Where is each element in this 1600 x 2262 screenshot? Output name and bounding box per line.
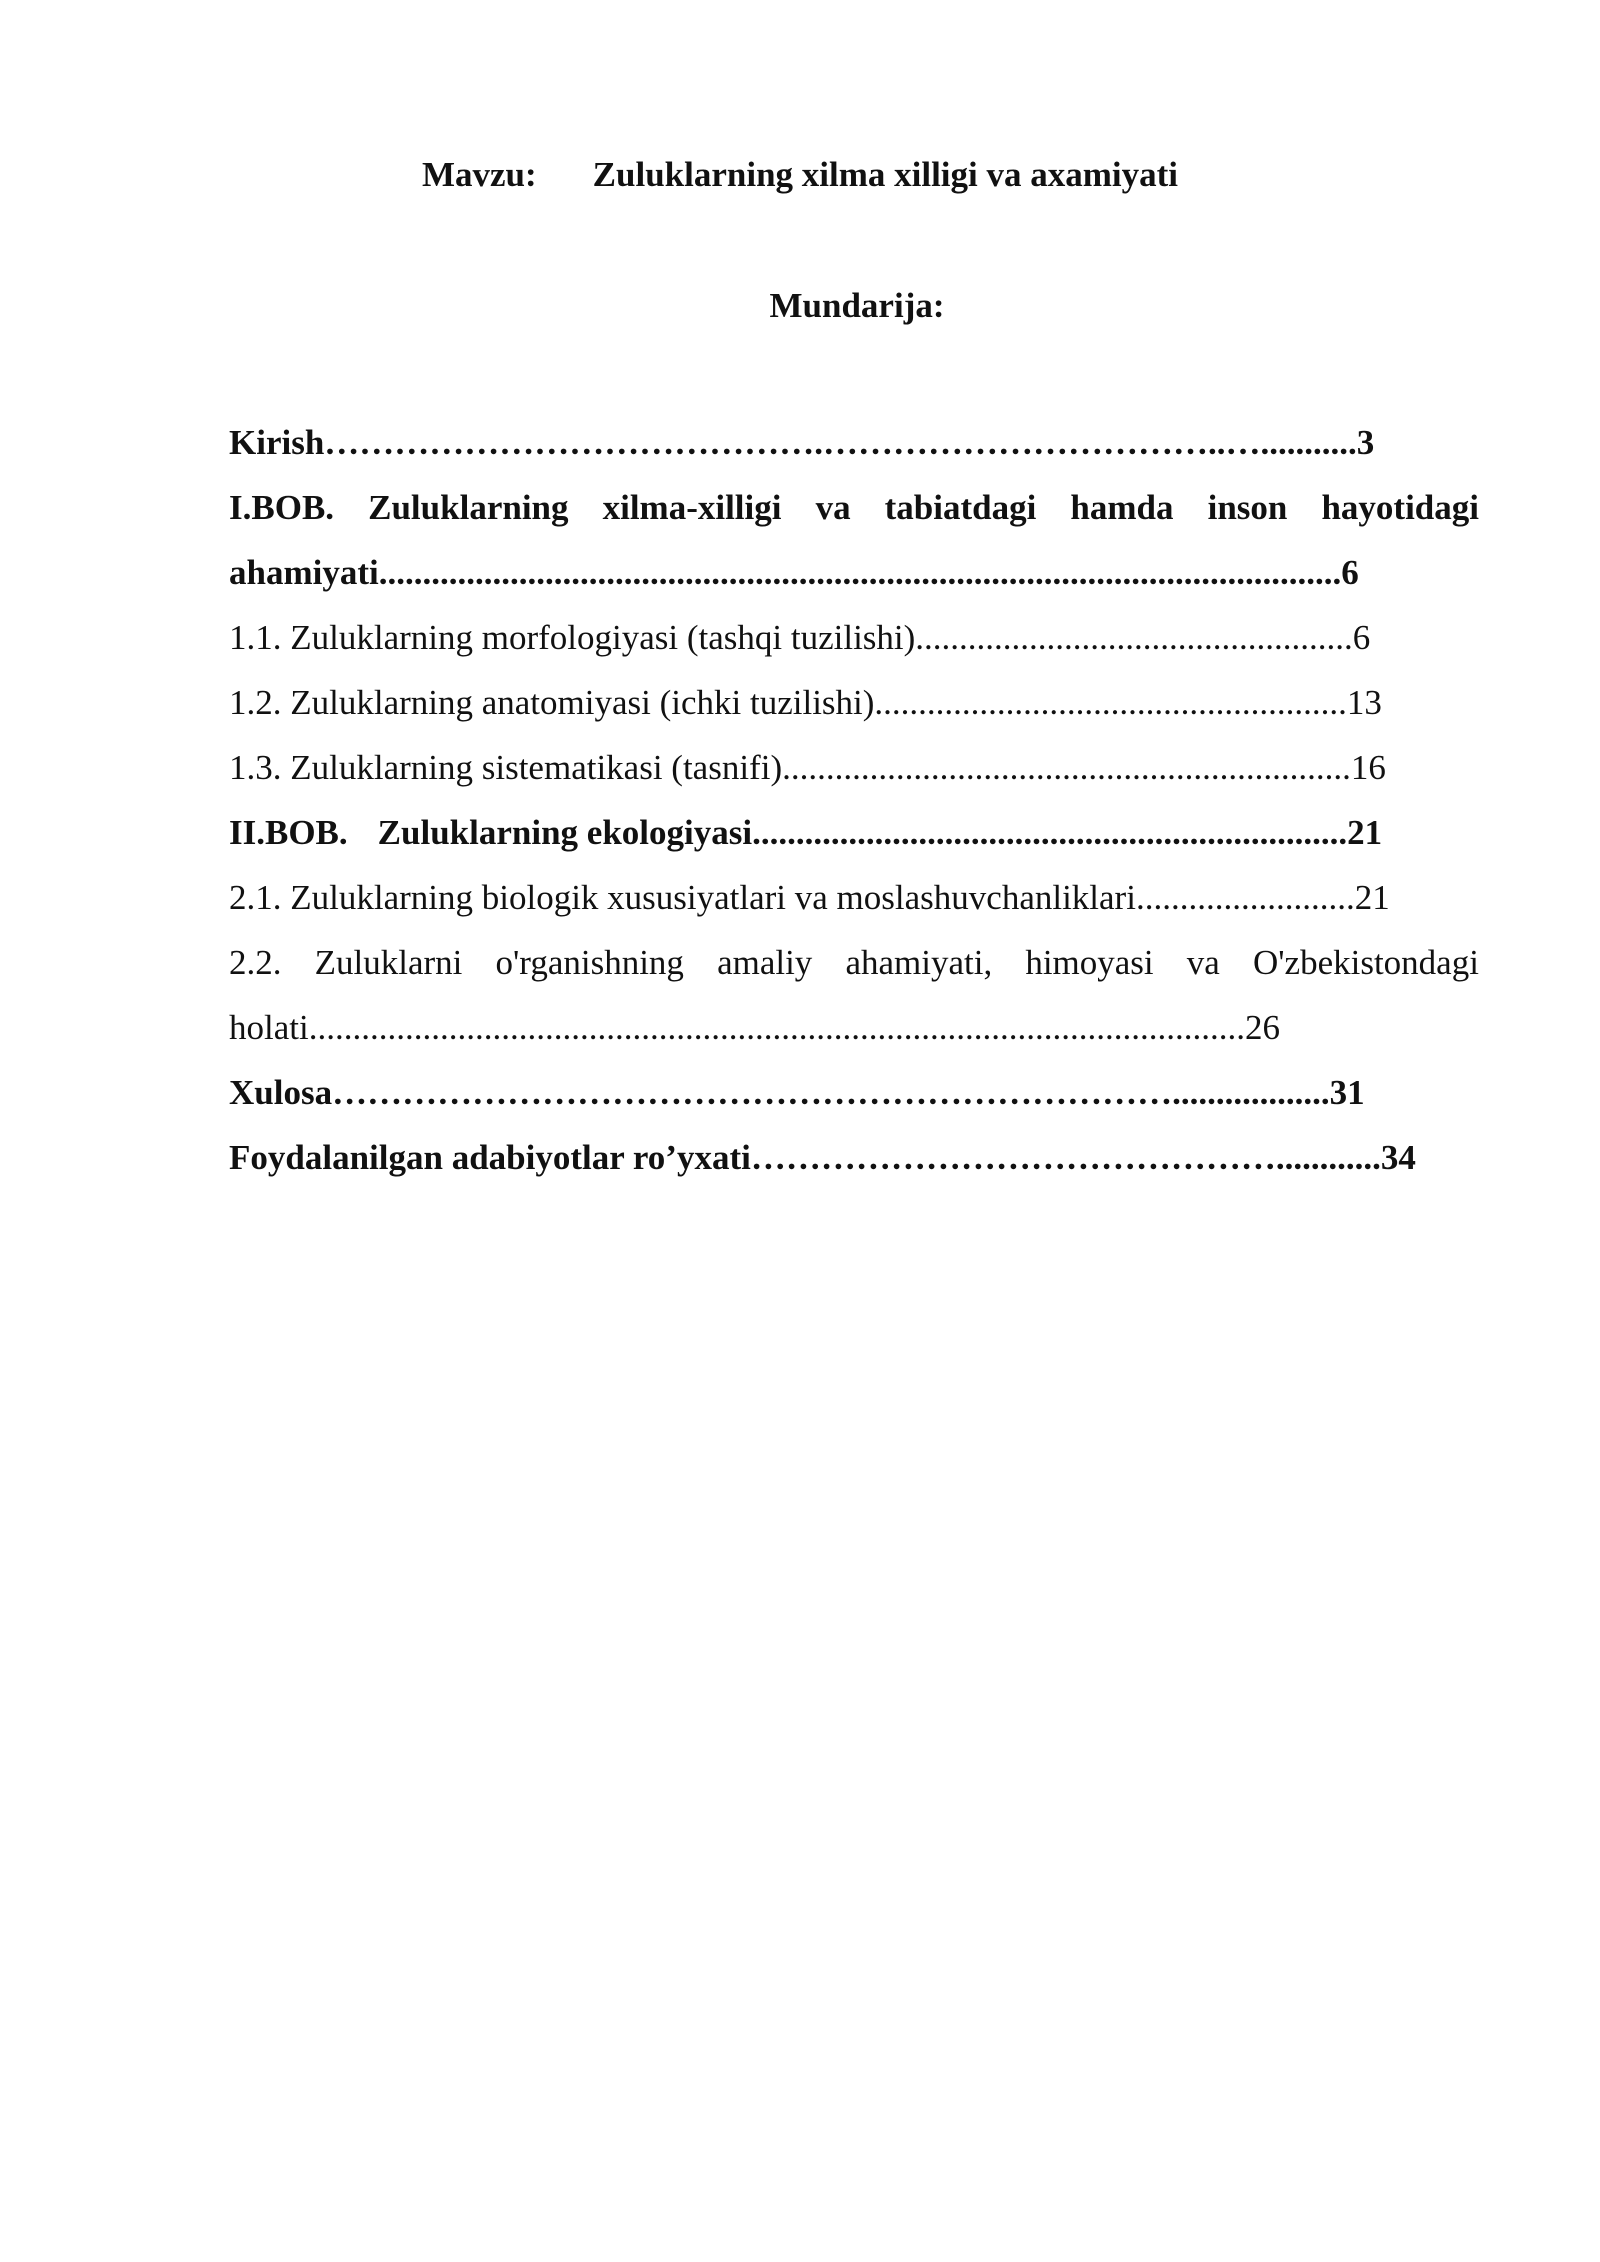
bob2-text: Zuluklarning ekologiyasi....................................................................21 <box>377 813 1383 852</box>
toc-entry-adabiyotlar: Foydalanilgan adabiyotlar ro’yxati………………………………………............34 <box>229 1138 1416 1177</box>
toc-entry-1-1: 1.1. Zuluklarning morfologiyasi (tashqi tuzilishi)..................................................6 <box>229 618 1371 657</box>
toc-entry-1-3: 1.3. Zuluklarning sistematikasi (tasnifi).................................................................16 <box>229 748 1386 787</box>
toc-entry-2-2-continued: holati...........................................................................................................26 <box>229 1008 1280 1047</box>
item-2-2-word: o'rganishning <box>495 943 684 982</box>
bob1-label: I.BOB. <box>229 488 335 527</box>
item-2-2-word: 2.2. <box>229 943 282 982</box>
table-of-contents <box>229 410 1479 1190</box>
item-2-2-word: va <box>1186 943 1220 982</box>
item-2-2-word: ahamiyati, <box>845 943 993 982</box>
bob1-word: inson <box>1207 488 1288 527</box>
item-2-2-word: O'zbekistondagi <box>1252 943 1479 982</box>
topic-label: Mavzu: <box>421 155 537 194</box>
item-2-2-word: amaliy <box>717 943 813 982</box>
toc-entry-xulosa: Xulosa………………………………………………………………..................31 <box>229 1073 1365 1112</box>
toc-entry-kirish: Kirish…………………………………….……………………………..…...........3 <box>229 423 1375 462</box>
item-2-2-word: Zuluklarni <box>314 943 463 982</box>
toc-entry-2-1: 2.1. Zuluklarning biologik xususiyatlari va moslashuvchanliklari.........................21 <box>229 878 1390 917</box>
topic-title: Zuluklarning xilma xilligi va axamiyati <box>592 155 1179 194</box>
bob1-word: tabiatdagi <box>884 488 1037 527</box>
bob2-label: II.BOB. <box>229 813 348 852</box>
item-2-2-word: himoyasi <box>1025 943 1154 982</box>
bob1-word: hayotidagi <box>1321 488 1479 527</box>
bob1-word: xilma-xilligi <box>602 488 782 527</box>
toc-entry-bob2 <box>229 800 1479 865</box>
toc-heading: Mundarija: <box>769 286 945 325</box>
bob1-word: hamda <box>1070 488 1174 527</box>
bob1-word: Zuluklarning <box>368 488 569 527</box>
toc-entry-bob1 <box>229 475 1479 540</box>
document-title <box>0 150 1600 200</box>
toc-entry-2-2 <box>229 930 1479 995</box>
toc-entry-bob1-continued: ahamiyati..............................................................................................................6 <box>229 553 1359 592</box>
bob1-word: va <box>815 488 851 527</box>
toc-entry-1-2: 1.2. Zuluklarning anatomiyasi (ichki tuzilishi)......................................................13 <box>229 683 1382 722</box>
